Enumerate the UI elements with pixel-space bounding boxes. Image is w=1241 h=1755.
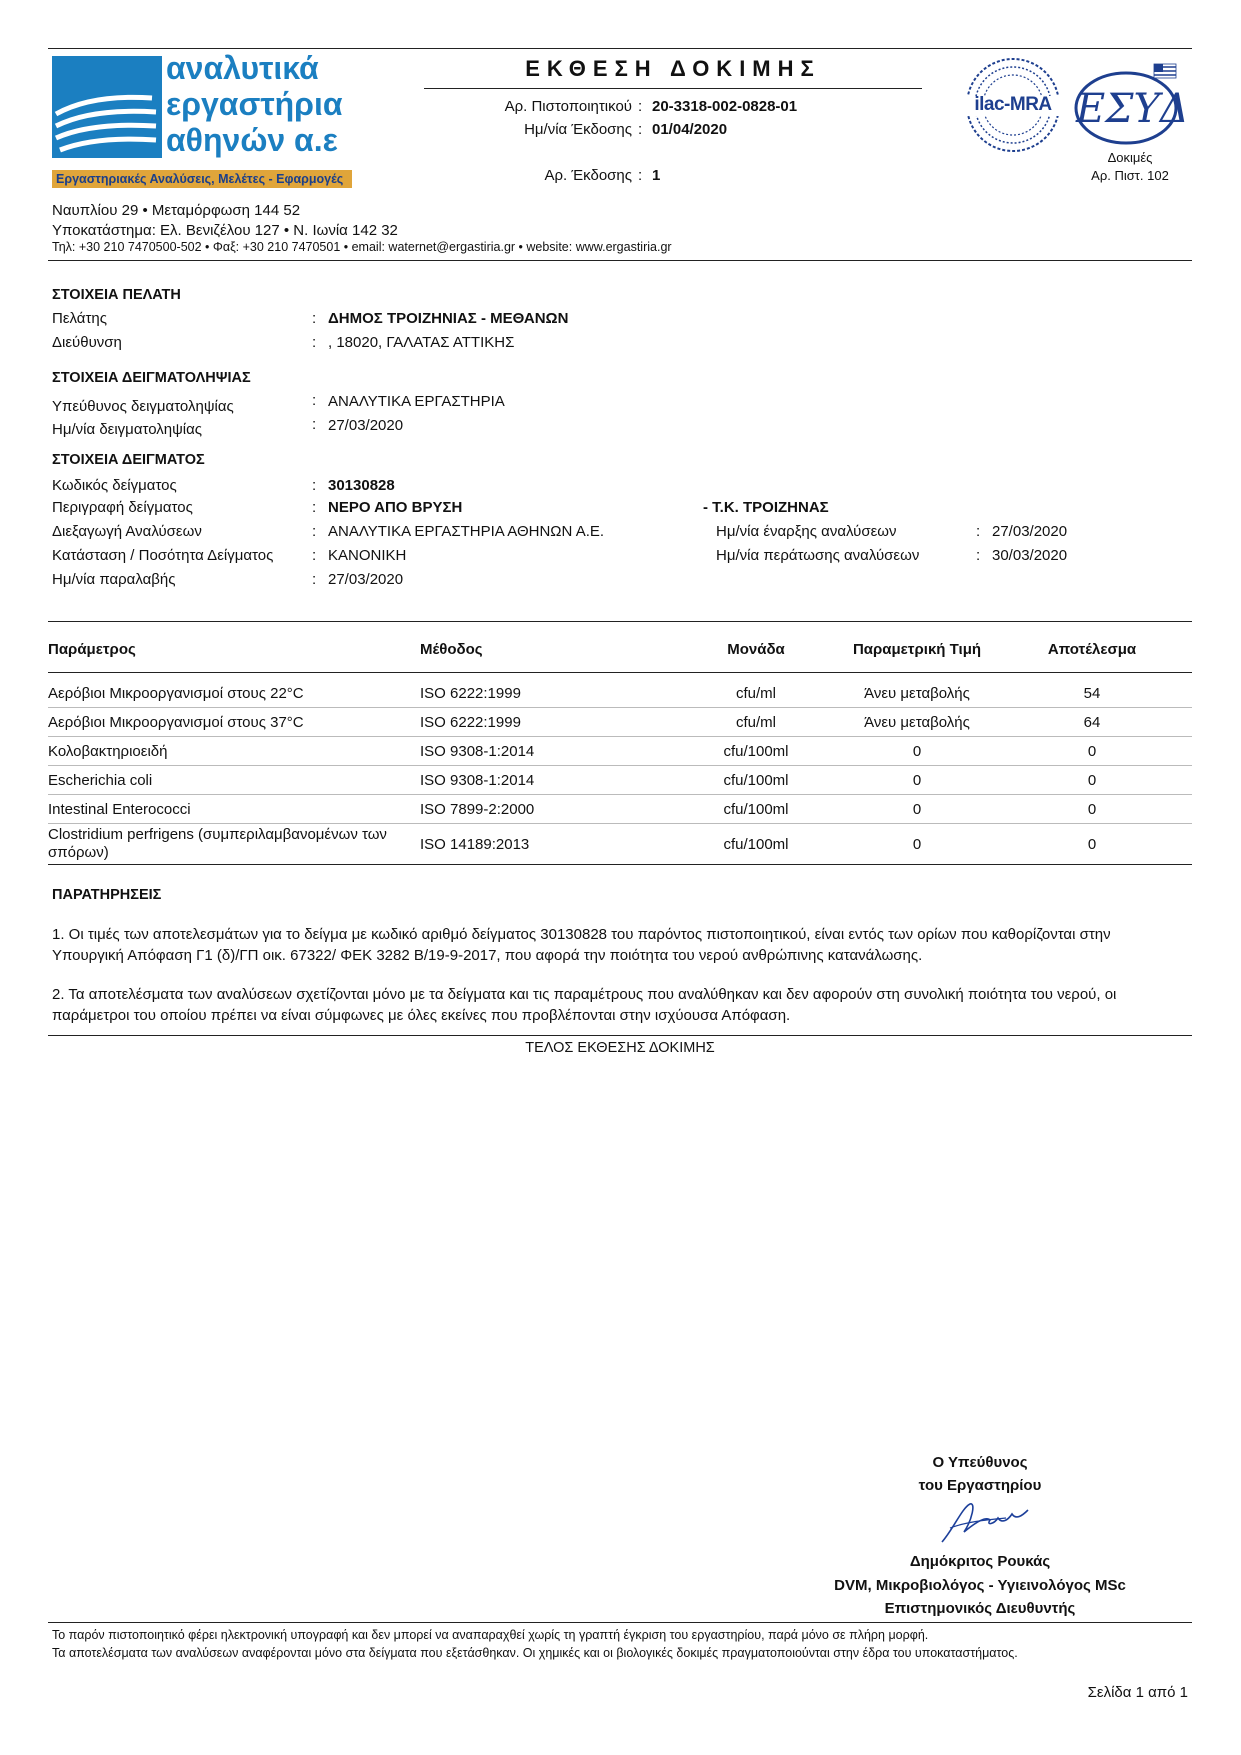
table-header-row xyxy=(48,626,1192,673)
issue-no-label: Αρ. Έκδοσης xyxy=(544,167,632,184)
cell-result: 54 xyxy=(992,673,1192,708)
sample-desc-extra: - Τ.Κ. ΤΡΟΙΖΗΝΑΣ xyxy=(703,499,829,516)
colon: : xyxy=(312,547,317,564)
address-line-2: Υποκατάστημα: Ελ. Βενιζέλου 127 • Ν. Ιωνία 142 32 xyxy=(52,222,398,239)
remark-2: 2. Τα αποτελέσματα των αναλύσεων σχετίζονται μόνο με τα δείγματα και τις παραμέτρους που αναλύθηκαν και δεν αφορούν στη συνολική ποιότητα του νερού, οι παράμετροι του οποίου πρέπει να είναι σύμφωνες με όλες εκείνες που προβλέπονται στην ισχύουσα Απόφαση. xyxy=(52,986,1117,1024)
signature-line-2: του Εργαστηρίου xyxy=(918,1477,1042,1494)
sampling-date-label: Ημ/νία δειγματοληψίας xyxy=(52,421,203,438)
colon: : xyxy=(312,571,317,588)
report-end: ΤΕΛΟΣ ΕΚΘΕΣΗΣ ΔΟΚΙΜΗΣ xyxy=(525,1040,715,1056)
issue-date-label: Ημ/νία Έκδοσης xyxy=(524,121,632,138)
state-value: ΚΑΝΟΝΙΚΗ xyxy=(328,547,407,564)
sampling-resp-label: Υπεύθυνος δειγματοληψίας xyxy=(52,398,234,415)
conduct-value: ΑΝΑΛΥΤΙΚΑ ΕΡΓΑΣΤΗΡΙΑ ΑΘΗΝΩΝ Α.Ε. xyxy=(328,523,605,540)
issue-date-value: 01/04/2020 xyxy=(652,121,728,138)
end-date-value: 30/03/2020 xyxy=(992,547,1068,564)
header-rule xyxy=(48,260,1192,261)
colon: : xyxy=(312,416,317,433)
signature-icon xyxy=(936,1498,1036,1546)
colon: : xyxy=(312,310,317,327)
cell-method: ISO 6222:1999 xyxy=(420,708,670,737)
company-logo xyxy=(52,50,352,186)
table-row xyxy=(48,795,1192,824)
conduct-label: Διεξαγωγή Αναλύσεων xyxy=(52,523,202,540)
ilac-text: ilac-MRA xyxy=(974,94,1052,115)
cell-method: ISO 9308-1:2014 xyxy=(420,766,670,795)
cell-unit: cfu/ml xyxy=(670,673,842,708)
page-number: Σελίδα 1 από 1 xyxy=(1087,1684,1188,1701)
cell-result: 64 xyxy=(992,708,1192,737)
header-parameter: Παράμετρος xyxy=(48,626,420,673)
accreditation-line-2: Αρ. Πιστ. 102 xyxy=(1091,168,1169,183)
start-date-value: 27/03/2020 xyxy=(992,523,1068,540)
issue-no-value: 1 xyxy=(652,167,661,184)
table-top-rule xyxy=(48,621,1192,622)
cell-result: 0 xyxy=(992,795,1192,824)
sampling-heading: ΣΤΟΙΧΕΙΑ ΔΕΙΓΜΑΤΟΛΗΨΙΑΣ xyxy=(52,370,251,386)
address-line-1: Ναυπλίου 29 • Μεταμόρφωση 144 52 xyxy=(52,202,301,219)
cell-unit: cfu/ml xyxy=(670,708,842,737)
top-rule xyxy=(48,48,1192,49)
header-param-value: Παραμετρική Τιμή xyxy=(842,626,992,673)
table-row xyxy=(48,708,1192,737)
cell-parameter: Escherichia coli xyxy=(48,766,420,795)
client-heading: ΣΤΟΙΧΕΙΑ ΠΕΛΑΤΗ xyxy=(52,287,181,303)
sample-desc-label: Περιγραφή δείγματος xyxy=(52,499,193,516)
logo-mark xyxy=(52,56,162,158)
header-method: Μέθοδος xyxy=(420,626,670,673)
cell-parameter: Intestinal Enterococci xyxy=(48,795,420,824)
cell-param-value: 0 xyxy=(842,795,992,824)
cell-method: ISO 14189:2013 xyxy=(420,824,670,865)
received-value: 27/03/2020 xyxy=(328,571,404,588)
client-name-value: ΔΗΜΟΣ ΤΡΟΙΖΗΝΙΑΣ - ΜΕΘΑΝΩΝ xyxy=(328,310,569,327)
cell-param-value: 0 xyxy=(842,737,992,766)
cell-param-value: Άνευ μεταβολής xyxy=(842,708,992,737)
cell-result: 0 xyxy=(992,766,1192,795)
colon: : xyxy=(312,392,317,409)
logo-waves-icon xyxy=(52,56,162,158)
colon: : xyxy=(976,547,981,564)
cell-unit: cfu/100ml xyxy=(670,795,842,824)
cell-parameter: Αερόβιοι Μικροοργανισμοί στους 22°C xyxy=(48,673,420,708)
colon: : xyxy=(312,499,317,516)
footer-line-1: Το παρόν πιστοποιητικό φέρει ηλεκτρονική υπογραφή και δεν μπορεί να αναπαραχθεί χωρίς τη γραπτή έγκριση του εργαστηρίου, παρά μόνο σε πλήρη μορφή. xyxy=(52,1628,929,1642)
signature-line-1: Ο Υπεύθυνος xyxy=(932,1454,1028,1471)
logo-line-2: εργαστήρια xyxy=(166,86,343,122)
cell-param-value: 0 xyxy=(842,766,992,795)
logo-tagline: Εργαστηριακές Αναλύσεις, Μελέτες - Εφαρμογές xyxy=(52,170,352,188)
accreditation-line-1: Δοκιμές xyxy=(1107,150,1153,165)
cell-parameter: Κολοβακτηριοειδή xyxy=(48,737,420,766)
colon: : xyxy=(312,334,317,351)
cert-no-value: 20-3318-002-0828-01 xyxy=(652,98,798,115)
esyd-text: ΕΣΥΔ xyxy=(1076,86,1189,132)
footer-rule xyxy=(48,1622,1192,1623)
cert-no-label: Αρ. Πιστοποιητικού xyxy=(504,98,632,115)
cell-method: ISO 6222:1999 xyxy=(420,673,670,708)
end-date-label: Ημ/νία περάτωσης αναλύσεων xyxy=(716,547,920,564)
colon: : xyxy=(638,121,643,138)
remark-1: 1. Οι τιμές των αποτελεσμάτων για το δείγμα με κωδικό αριθμό δείγματος 30130828 του παρόντος πιστοποιητικού, είναι εντός των ορίων που καθορίζονται στην Υπουργική Απόφαση Γ1 (δ)/ΓΠ οικ. 67322/ ΦΕΚ 3282 Β/19-9-2017, που αφορά την ποιότητα του νερού ανθρώπινης κατανάλωσης. xyxy=(52,926,1111,964)
cell-result: 0 xyxy=(992,824,1192,865)
header-unit: Μονάδα xyxy=(670,626,842,673)
cell-unit: cfu/100ml xyxy=(670,766,842,795)
received-label: Ημ/νία παραλαβής xyxy=(52,571,176,588)
signer-title-2: Επιστημονικός Διευθυντής xyxy=(884,1600,1076,1617)
handwritten-signature xyxy=(936,1498,1036,1546)
signer-name: Δημόκριτος Ρουκάς xyxy=(909,1553,1051,1570)
logo-line-1: αναλυτικά xyxy=(166,50,319,86)
logo-line-3: αθηνών α.ε xyxy=(166,122,338,158)
cell-parameter: Αερόβιοι Μικροοργανισμοί στους 37°C xyxy=(48,708,420,737)
cell-method: ISO 9308-1:2014 xyxy=(420,737,670,766)
cell-parameter: Clostridium perfrigens (συμπεριλαμβανομένων των σπόρων) xyxy=(48,824,420,865)
colon: : xyxy=(312,523,317,540)
logo-text xyxy=(166,50,343,158)
colon: : xyxy=(312,477,317,494)
table-row xyxy=(48,737,1192,766)
cell-param-value: Άνευ μεταβολής xyxy=(842,673,992,708)
sample-desc-value: ΝΕΡΟ ΑΠΟ ΒΡΥΣΗ xyxy=(328,499,463,516)
report-title: ΕΚΘΕΣΗ ΔΟΚΙΜΗΣ xyxy=(525,56,821,81)
colon: : xyxy=(638,167,643,184)
cell-unit: cfu/100ml xyxy=(670,824,842,865)
title-underline xyxy=(424,88,922,89)
footer-line-2: Τα αποτελέσματα των αναλύσεων αναφέρονται μόνο στα δείγματα που εξετάσθηκαν. Οι χημικές και οι βιολογικές δοκιμές πραγματοποιούνται στην έδρα του υποκαταστήματος. xyxy=(52,1646,1018,1660)
table-row xyxy=(48,673,1192,708)
cell-method: ISO 7899-2:2000 xyxy=(420,795,670,824)
table-row xyxy=(48,766,1192,795)
contact-line: Τηλ: +30 210 7470500-502 • Φαξ: +30 210 7470501 • email: waternet@ergastiria.gr • website: www.ergastiria.gr xyxy=(52,240,672,254)
signer-title-1: DVM, Μικροβιολόγος - Υγιεινολόγος MSc xyxy=(834,1577,1126,1594)
start-date-label: Ημ/νία έναρξης αναλύσεων xyxy=(716,523,897,540)
sampling-resp-value: ΑΝΑΛΥΤΙΚΑ ΕΡΓΑΣΤΗΡΙΑ xyxy=(328,393,505,410)
results-table xyxy=(48,626,1192,865)
colon: : xyxy=(638,98,643,115)
header-result: Αποτέλεσμα xyxy=(992,626,1192,673)
remarks-rule xyxy=(48,1035,1192,1036)
remarks-heading: ΠΑΡΑΤΗΡΗΣΕΙΣ xyxy=(52,887,162,903)
client-address-value: , 18020, ΓΑΛΑΤΑΣ ΑΤΤΙΚΗΣ xyxy=(328,334,515,351)
ilac-mra-logo xyxy=(964,56,1062,154)
sample-heading: ΣΤΟΙΧΕΙΑ ΔΕΙΓΜΑΤΟΣ xyxy=(52,452,205,468)
client-address-label: Διεύθυνση xyxy=(52,334,122,351)
state-label: Κατάσταση / Ποσότητα Δείγματος xyxy=(52,547,274,564)
esyd-logo xyxy=(1074,62,1189,146)
cell-result: 0 xyxy=(992,737,1192,766)
colon: : xyxy=(976,523,981,540)
cell-unit: cfu/100ml xyxy=(670,737,842,766)
table-row xyxy=(48,824,1192,865)
sampling-date-value: 27/03/2020 xyxy=(328,417,404,434)
sample-code-label: Κωδικός δείγματος xyxy=(52,477,177,494)
sample-code-value: 30130828 xyxy=(328,477,395,494)
cell-param-value: 0 xyxy=(842,824,992,865)
client-name-label: Πελάτης xyxy=(52,310,107,327)
